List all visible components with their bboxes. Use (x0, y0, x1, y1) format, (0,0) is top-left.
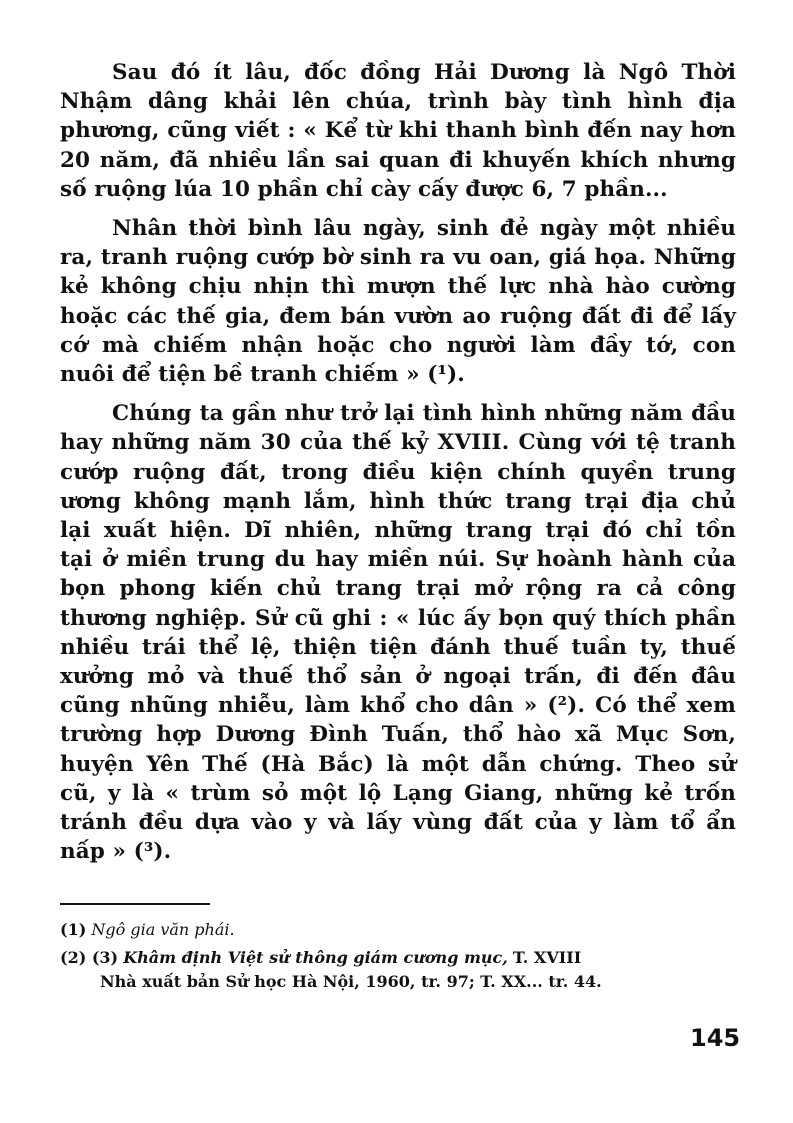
text-line: nuôi để tiện bề tranh chiếm » (¹). (60, 362, 465, 388)
text-line: cũng nhũng nhiễu, làm khổ cho dân » (²). Có thể xem (60, 693, 736, 719)
text-line: cũ, y là « trùm sỏ một lộ Lạng Giang, những kẻ trốn (60, 780, 736, 806)
page-body (60, 58, 736, 866)
text-line: Nhậm dâng khải lên chúa, trình bày tình hình địa (60, 89, 736, 115)
text-line: huyện Yên Thế (Hà Bắc) là một dẫn chứng. Theo sử (60, 751, 736, 777)
footnote-source-title: Khâm định Việt sử thông giám cương mục, (123, 948, 508, 967)
footnote-1 (60, 918, 740, 942)
text-line: Nhân thời bình lâu ngày, sinh đẻ ngày một nhiều (112, 216, 736, 242)
text-line: tránh đều dựa vào y và lấy vùng đất của y làm tổ ẩn (60, 810, 736, 836)
text-line: cớ mà chiếm nhận hoặc cho người làm đầy tớ, con (60, 332, 736, 358)
text-line: bọn phong kiến chủ trang trại mở rộng ra cả công (60, 576, 736, 602)
text-line: tại ở miền trung du hay miền núi. Sự hoành hành của (60, 547, 736, 573)
text-line: ương không mạnh lắm, hình thức trang trại địa chủ (60, 488, 736, 514)
text-line: Chúng ta gần như trở lại tình hình những năm đầu (112, 401, 736, 427)
paragraph-2 (60, 214, 736, 389)
text-line: nấp » (³). (60, 839, 172, 865)
text-line: cướp ruộng đất, trong điều kiện chính quyền trung (60, 459, 736, 485)
footnote-volume: T. XVIII (512, 948, 582, 967)
text-line: trường hợp Dương Đình Tuấn, thổ hào xã Mục Sơn, (60, 722, 736, 748)
text-line: thương nghiệp. Sử cũ ghi : « lúc ấy bọn quý thích phần (60, 605, 736, 631)
paragraph-1 (60, 58, 736, 204)
text-line: phương, cũng viết : « Kể từ khi thanh bình đến nay hơn (60, 118, 736, 144)
text-line: nhiều trái thể lệ, thiện tiện đánh thuế tuần ty, thuế (60, 634, 736, 660)
text-line: lại xuất hiện. Dĩ nhiên, những trang trại đó chỉ tồn (60, 518, 736, 544)
footnotes (60, 918, 740, 994)
text-line: hay những năm 30 của thế kỷ XVIII. Cùng với tệ tranh (60, 430, 736, 456)
page-number: 145 (690, 1024, 741, 1052)
footnote-number: (2) (3) (60, 948, 119, 967)
footnote-publisher: Nhà xuất bản Sử học Hà Nội, 1960, tr. 97; T. XX... tr. 44. (100, 972, 602, 991)
text-line: 20 năm, đã nhiều lần sai quan đi khuyến khích nhưng (60, 147, 736, 173)
text-line: hoặc các thế gia, đem bán vườn ao ruộng đất đi để lấy (60, 303, 736, 329)
paragraph-3 (60, 399, 736, 866)
footnote-text: Ngô gia văn phái. (91, 920, 235, 939)
footnote-divider (60, 903, 210, 905)
text-line: kẻ không chịu nhịn thì mượn thế lực nhà hào cường (60, 274, 736, 300)
footnote-number: (1) (60, 920, 87, 939)
text-line: xưởng mỏ và thuế thổ sản ở ngoại trấn, đi đến đâu (60, 664, 736, 690)
text-line: Sau đó ít lâu, đốc đồng Hải Dương là Ngô Thời (112, 60, 736, 85)
text-line: ra, tranh ruộng cướp bờ sinh ra vu oan, giá họa. Những (60, 245, 736, 271)
text-line: số ruộng lúa 10 phần chỉ cày cấy được 6, 7 phần... (60, 176, 668, 202)
footnote-2-3 (60, 946, 740, 994)
